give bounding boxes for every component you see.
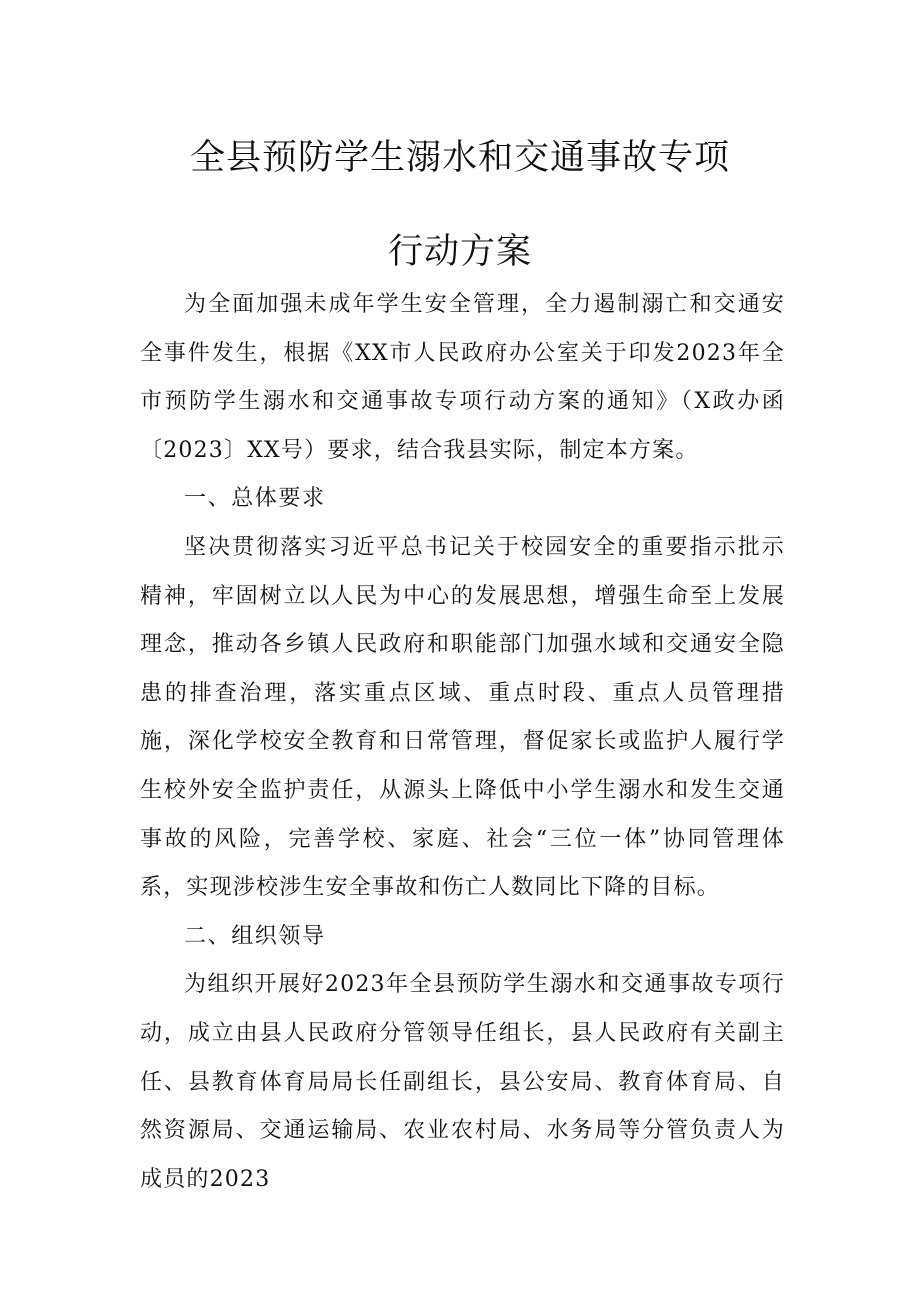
document-body — [140, 281, 785, 1204]
document-title-line2: 行动方案 — [387, 232, 532, 272]
document-title-line1: 全县预防学生溺水和交通事故专项 — [189, 138, 730, 178]
intro-paragraph: 为全面加强未成年学生安全管理，全力遏制溺亡和交通安全事件发生，根据《XX市人民政府办公室关于印发2023年全市预防学生溺水和交通事故专项行动方案的通知》（X政办函〔2023〕XX号）要求，结合我县实际，制定本方案。 — [140, 292, 785, 463]
general-requirements-paragraph: 坚决贯彻落实习近平总书记关于校园安全的重要指示批示精神，牢固树立以人民为中心的发展思想，增强生命至上发展理念，推动各乡镇人民政府和职能部门加强水域和交通安全隐患的排查治理，落实重点区域、重点时段、重点人员管理措施，深化学校安全教育和日常管理，督促家长或监护人履行学生校外安全监护责任，从源头上降低中小学生溺水和发生交通事故的风险，完善学校、家庭、社会“三位一体”协同管理体系，实现涉校涉生安全事故和伤亡人数同比下降的目标。 — [140, 534, 785, 901]
section-heading-general-requirements: 一、总体要求 — [184, 486, 326, 512]
section-heading-organization: 二、组织领导 — [184, 923, 326, 949]
organization-paragraph: 为组织开展好2023年全县预防学生溺水和交通事故专项行动，成立由县人民政府分管领导任组长，县人民政府有关副主任、县教育体育局局长任副组长，县公安局、教育体育局、自然资源局、交通运输局、农业农村局、水务局等分管负责人为成员的2023 — [140, 972, 785, 1192]
